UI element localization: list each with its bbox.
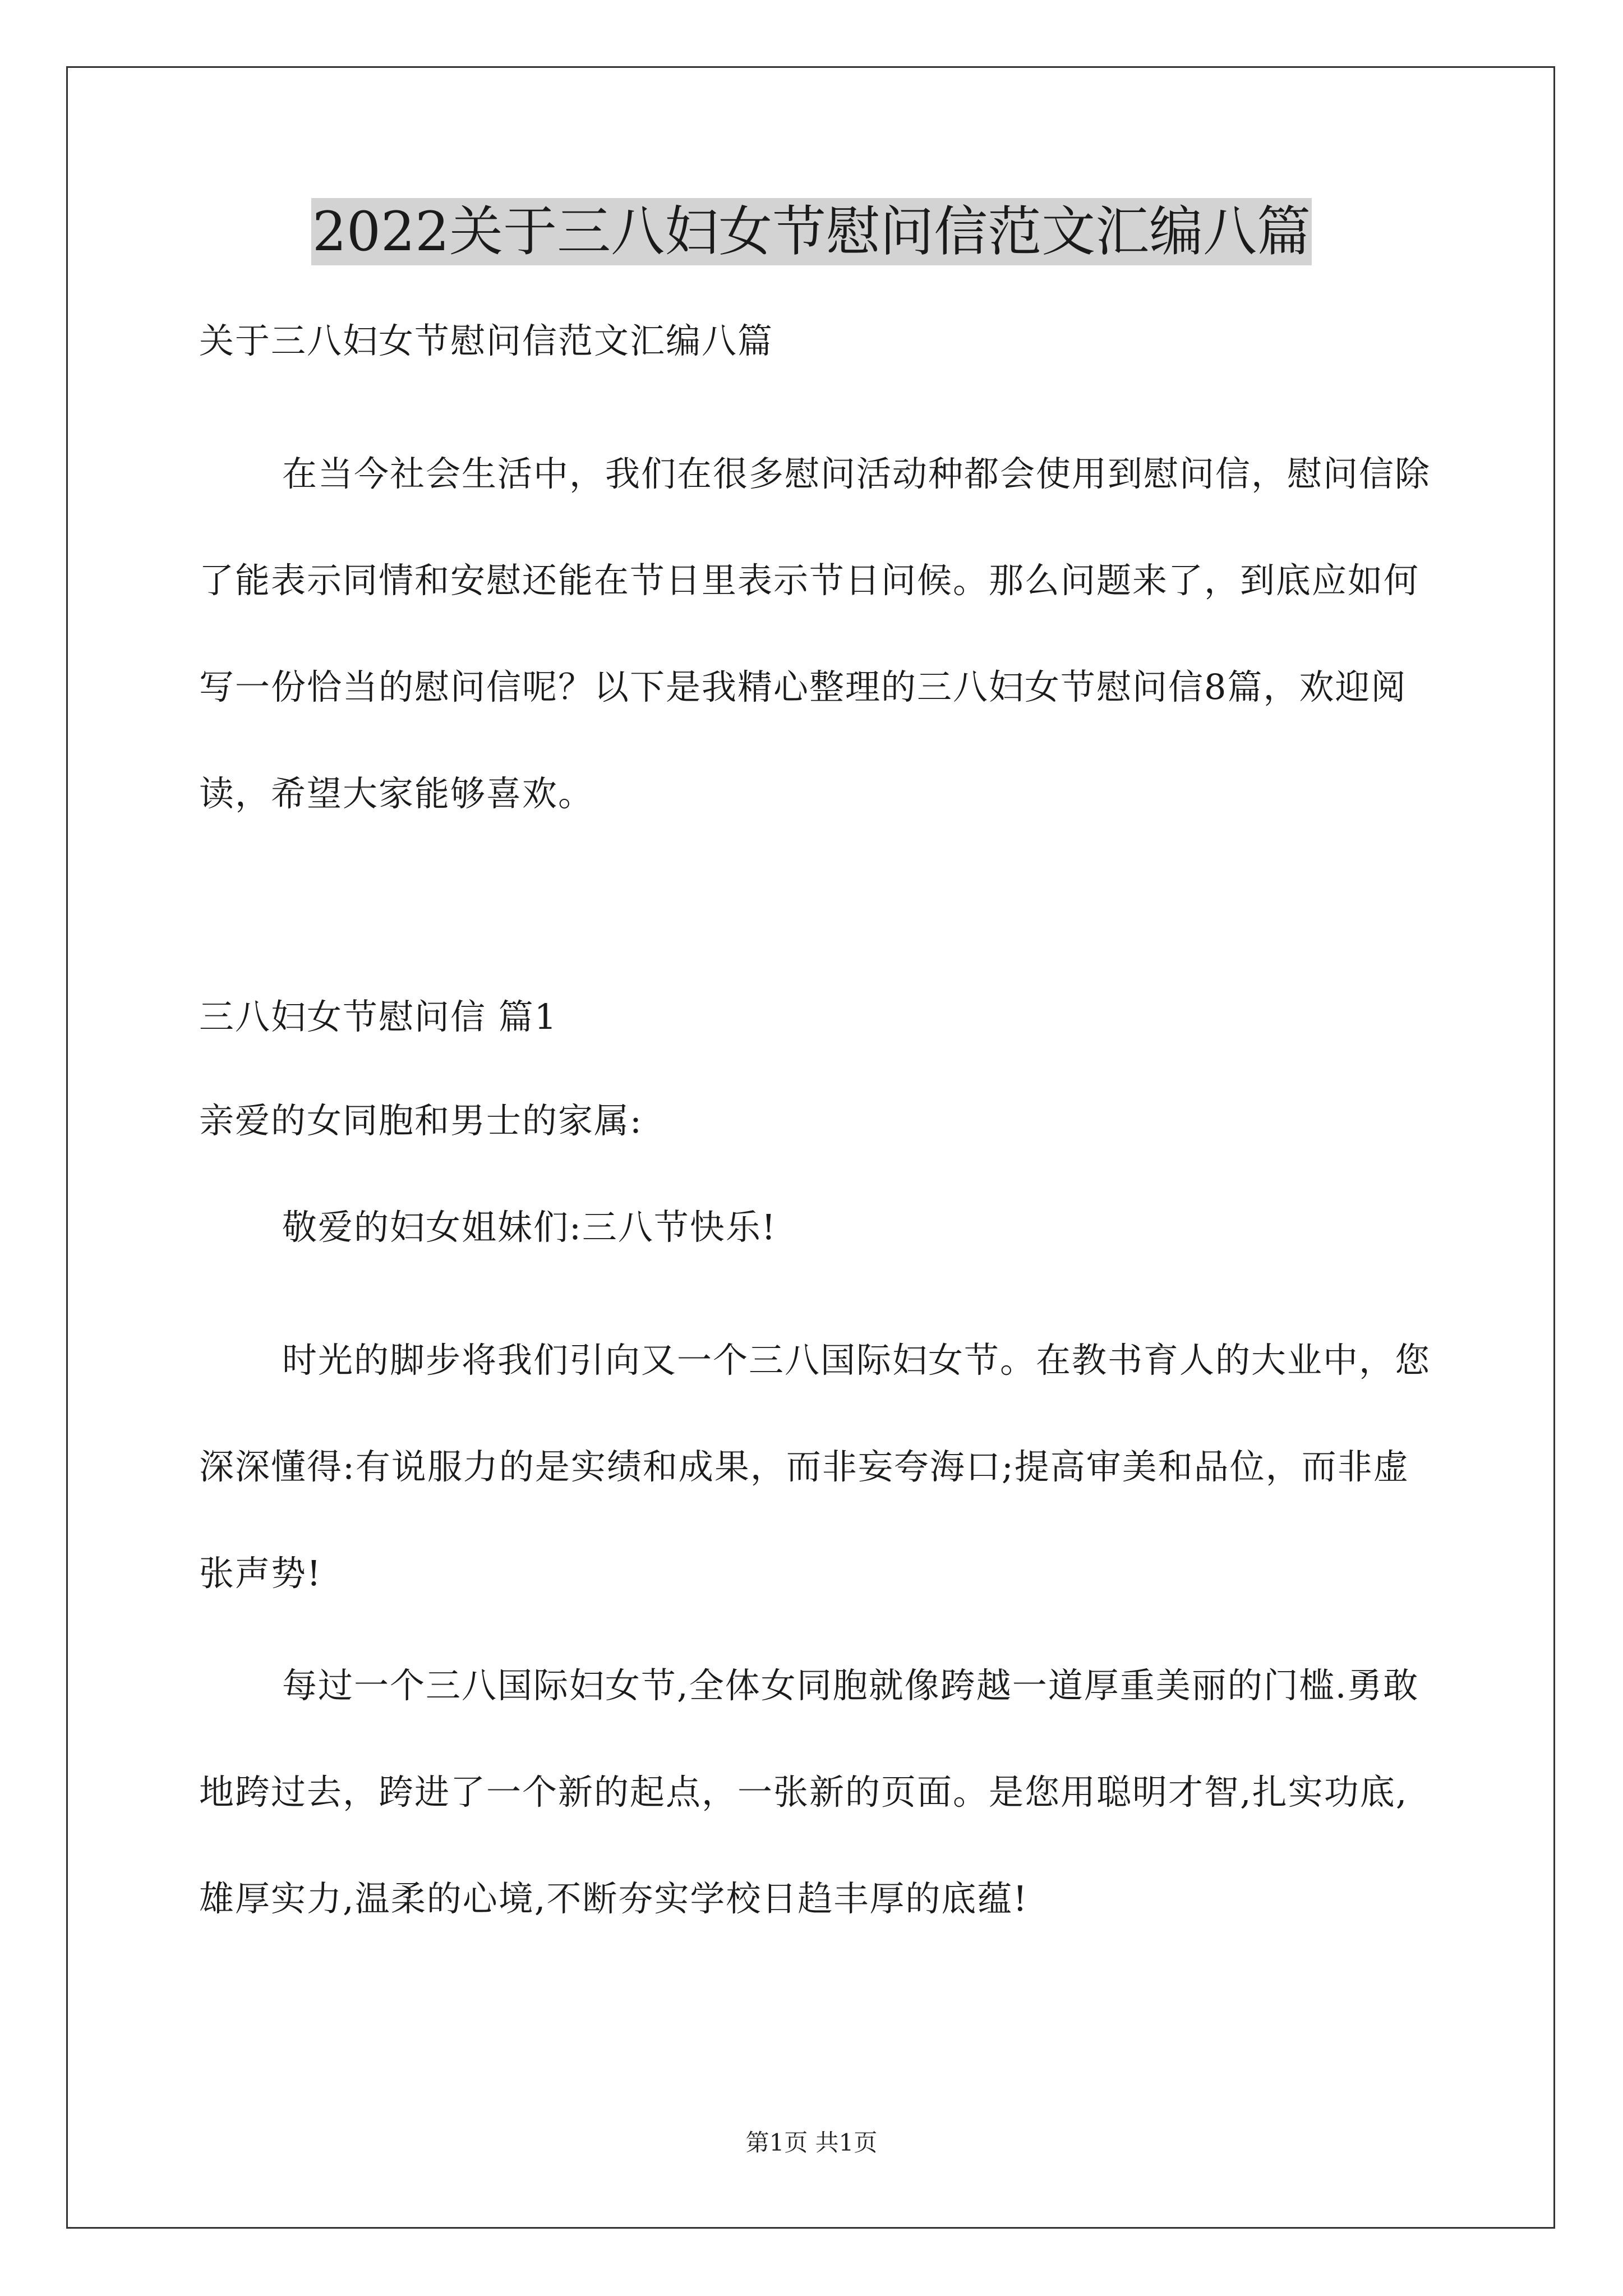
document-title: [0, 195, 1623, 268]
section-heading: 三八妇女节慰问信 篇1: [199, 996, 558, 1037]
document-title-text: 2022关于三八妇女节慰问信范文汇编八篇: [311, 198, 1312, 265]
paragraph-greeting: 敬爱的妇女姐妹们:三八节快乐!: [282, 1207, 777, 1248]
document-subtitle: 关于三八妇女节慰问信范文汇编八篇: [199, 320, 774, 361]
page-number-footer: 第1页 共1页: [745, 2129, 878, 2156]
paragraph-time: 时光的脚步将我们引向又一个三八国际妇女节。在教书育人的大业中，您深深懂得:有说服力的是实绩和成果，而非妄夸海口;提高审美和品位，而非虚张声势!: [199, 1340, 1431, 1594]
paragraph-threshold: 每过一个三八国际妇女节,全体女同胞就像跨越一道厚重美丽的门槛.勇敢地跨过去，跨进了一个新的起点，一张新的页面。是您用聪明才智,扎实功底,雄厚实力,温柔的心境,不断夯实学校日趋丰厚的底蕴!: [199, 1665, 1419, 1919]
salutation: 亲爱的女同胞和男士的家属:: [199, 1100, 643, 1141]
intro-paragraph: 在当今社会生活中，我们在很多慰问活动种都会使用到慰问信，慰问信除了能表示同情和安慰还能在节日里表示节日问候。那么问题来了，到底应如何写一份恰当的慰问信呢？以下是我精心整理的三八妇女节慰问信8篇，欢迎阅读，希望大家能够喜欢。: [199, 453, 1431, 814]
